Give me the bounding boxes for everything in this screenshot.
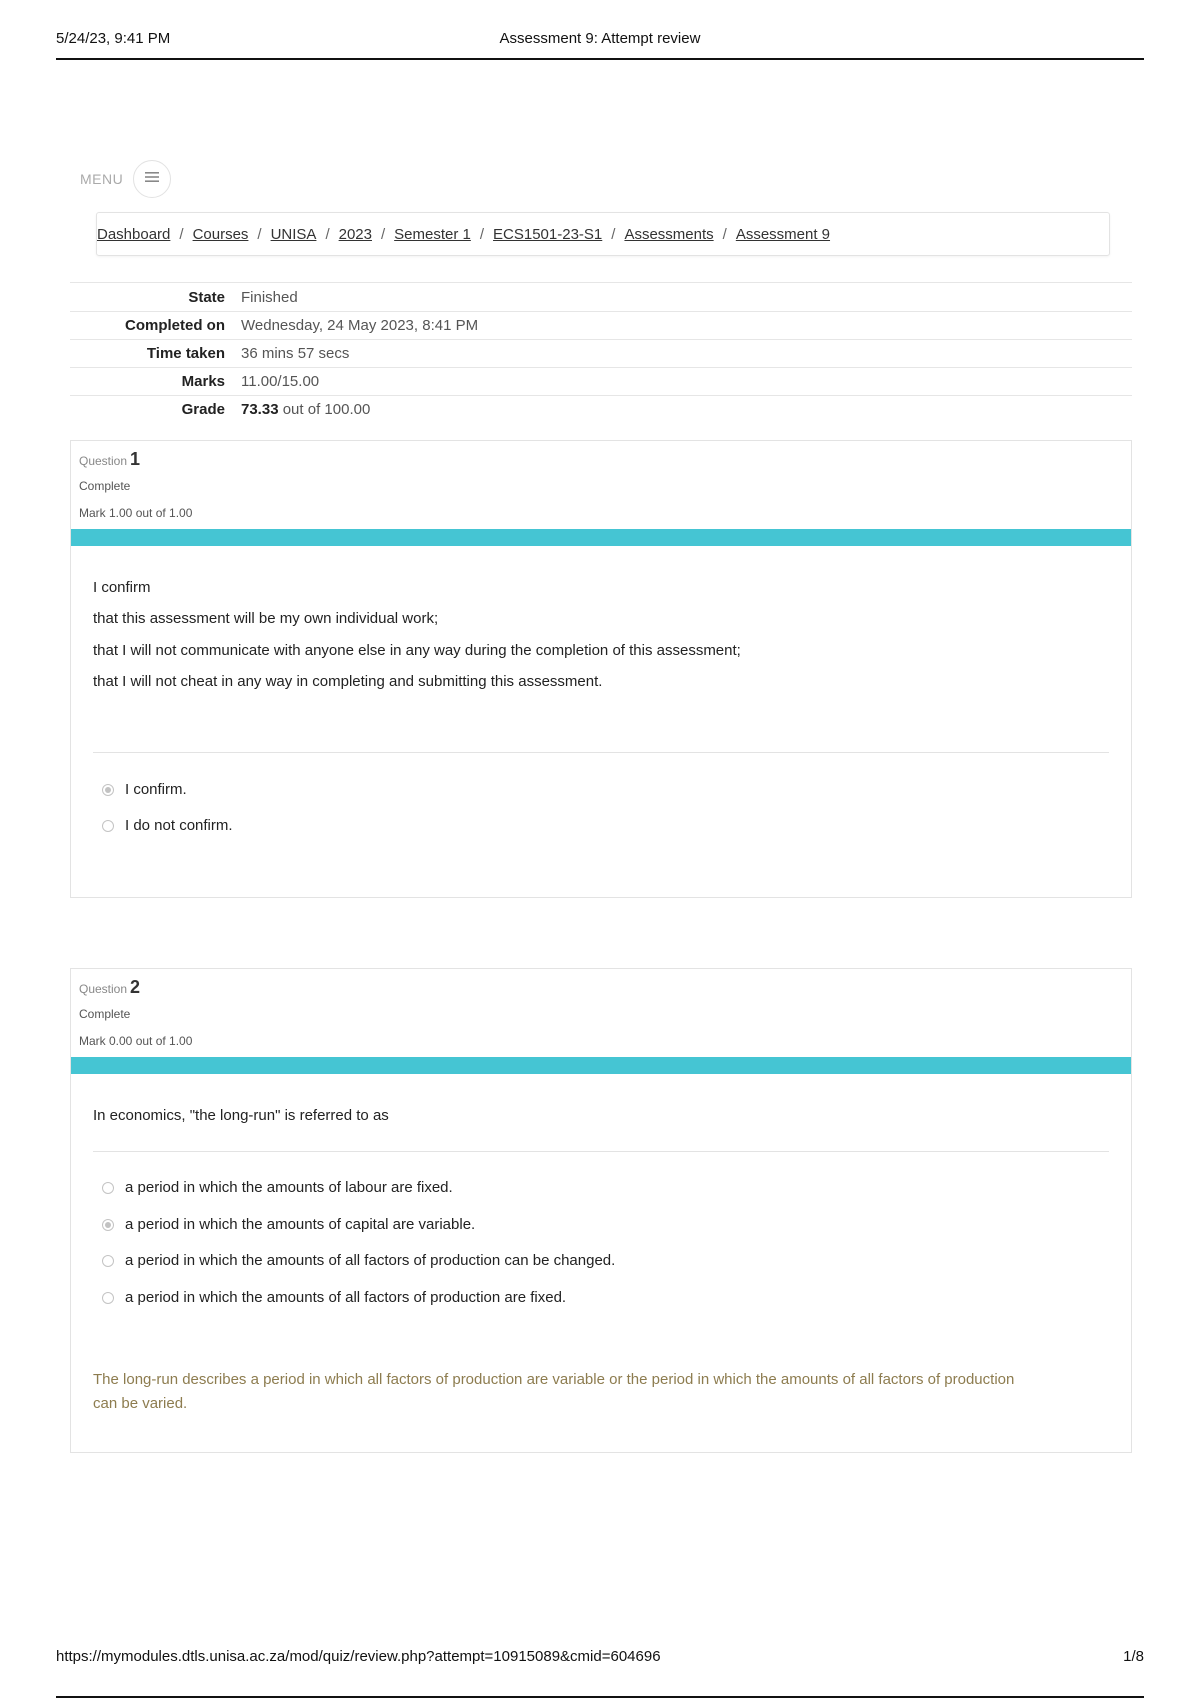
answer-label: a period in which the amounts of all factors of production are fixed. (125, 1289, 567, 1306)
question-info (71, 441, 1131, 529)
question-grade: Mark 0.00 out of 1.00 (79, 1034, 193, 1048)
question-number (79, 977, 1123, 998)
question-text-line: that I will not cheat in any way in completing and submitting this assessment. (93, 673, 603, 690)
radio-button-selected[interactable] (102, 784, 114, 796)
breadcrumb-separator: / (611, 225, 616, 243)
menu (80, 160, 171, 198)
answer-label: a period in which the amounts of capital are variable. (125, 1216, 476, 1233)
radio-button[interactable] (102, 1182, 114, 1194)
breadcrumb-separator: / (479, 225, 485, 243)
summary-value: 36 mins 57 secs (241, 345, 350, 362)
menu-button[interactable] (133, 160, 171, 198)
print-date: 5/24/23, 9:41 PM (56, 30, 171, 47)
answer-option[interactable] (93, 1179, 1109, 1196)
answer-label: I confirm. (125, 781, 187, 798)
radio-button[interactable] (102, 820, 114, 832)
print-page-number: 1/8 (1123, 1648, 1144, 1665)
breadcrumb (96, 212, 1110, 256)
question-label: Question (79, 982, 128, 996)
general-feedback: The long-run describes a period in which all factors of production are variable or the period in which the amounts of all factors of production can be varied. (93, 1371, 1015, 1412)
question-body (71, 579, 1131, 834)
question-grade: Mark 1.00 out of 1.00 (79, 506, 193, 520)
summary-row-grade (70, 396, 1132, 423)
print-footer (56, 1648, 1144, 1698)
summary-label: Grade (181, 401, 225, 418)
breadcrumb-link-year[interactable]: 2023 (338, 225, 372, 243)
print-url: https://mymodules.dtls.unisa.ac.za/mod/quiz/review.php?attempt=10915089&cmid=604696 (56, 1648, 661, 1665)
summary-row-time-taken (70, 340, 1132, 368)
answer-label: a period in which the amounts of all factors of production can be changed. (125, 1252, 616, 1269)
menu-label: MENU (80, 171, 124, 187)
attempt-summary-table (70, 282, 1132, 423)
grade-score: 73.33 (241, 401, 279, 418)
radio-button[interactable] (102, 1292, 114, 1304)
question-state: Complete (79, 1007, 131, 1021)
question-accent-bar (71, 1057, 1131, 1074)
answer-label: I do not confirm. (125, 817, 233, 834)
breadcrumb-link-semester[interactable]: Semester 1 (394, 225, 471, 243)
summary-label: Completed on (125, 317, 225, 334)
summary-label: Marks (181, 373, 225, 390)
breadcrumb-separator: / (722, 225, 727, 243)
question-2 (70, 968, 1132, 1453)
question-label: Question (79, 454, 128, 468)
breadcrumb-separator: / (257, 225, 262, 243)
breadcrumb-link-assessments[interactable]: Assessments (624, 225, 714, 243)
answer-option[interactable] (93, 817, 1109, 834)
summary-value: Finished (241, 289, 298, 306)
summary-value: 11.00/15.00 (241, 373, 320, 390)
answer-option[interactable] (93, 1289, 1109, 1306)
question-number-value: 1 (130, 449, 141, 469)
question-text-line: In economics, "the long-run" is referred to as (93, 1107, 389, 1124)
question-state: Complete (79, 479, 131, 493)
breadcrumb-link-unisa[interactable]: UNISA (270, 225, 317, 243)
question-number (79, 449, 1123, 470)
question-number-value: 2 (130, 977, 141, 997)
hamburger-icon (145, 170, 159, 188)
summary-row-marks (70, 368, 1132, 396)
answer-option[interactable] (93, 1252, 1109, 1269)
summary-label: Time taken (146, 345, 225, 362)
question-divider (93, 752, 1109, 753)
summary-label: State (188, 289, 225, 306)
summary-value: Wednesday, 24 May 2023, 8:41 PM (241, 317, 479, 334)
question-body (71, 1107, 1131, 1416)
question-1 (70, 440, 1132, 898)
grade-out-of: out of 100.00 (282, 401, 371, 418)
question-text-line: I confirm (93, 579, 151, 596)
question-text-line: that this assessment will be my own individual work; (93, 610, 439, 627)
answer-option[interactable] (93, 1216, 1109, 1233)
question-accent-bar (71, 529, 1131, 546)
summary-row-completed-on (70, 312, 1132, 340)
question-info (71, 969, 1131, 1057)
print-page-title: Assessment 9: Attempt review (499, 30, 701, 47)
answer-label: a period in which the amounts of labour are fixed. (125, 1179, 453, 1196)
breadcrumb-separator: / (380, 225, 386, 243)
answer-option[interactable] (93, 781, 1109, 798)
breadcrumb-separator: / (179, 225, 184, 243)
breadcrumb-link-assessment-9[interactable]: Assessment 9 (735, 225, 831, 243)
summary-row-state (70, 284, 1132, 312)
print-header (56, 30, 1144, 60)
question-text-line: that I will not communicate with anyone else in any way during the completion of this assessment; (93, 642, 741, 659)
breadcrumb-link-dashboard[interactable]: Dashboard (97, 225, 171, 243)
radio-button[interactable] (102, 1255, 114, 1267)
question-divider (93, 1151, 1109, 1152)
summary-value (241, 401, 370, 418)
radio-button-selected[interactable] (102, 1219, 114, 1231)
breadcrumb-separator: / (325, 225, 330, 243)
breadcrumb-link-courses[interactable]: Courses (192, 225, 249, 243)
breadcrumb-link-course[interactable]: ECS1501-23-S1 (493, 225, 603, 243)
